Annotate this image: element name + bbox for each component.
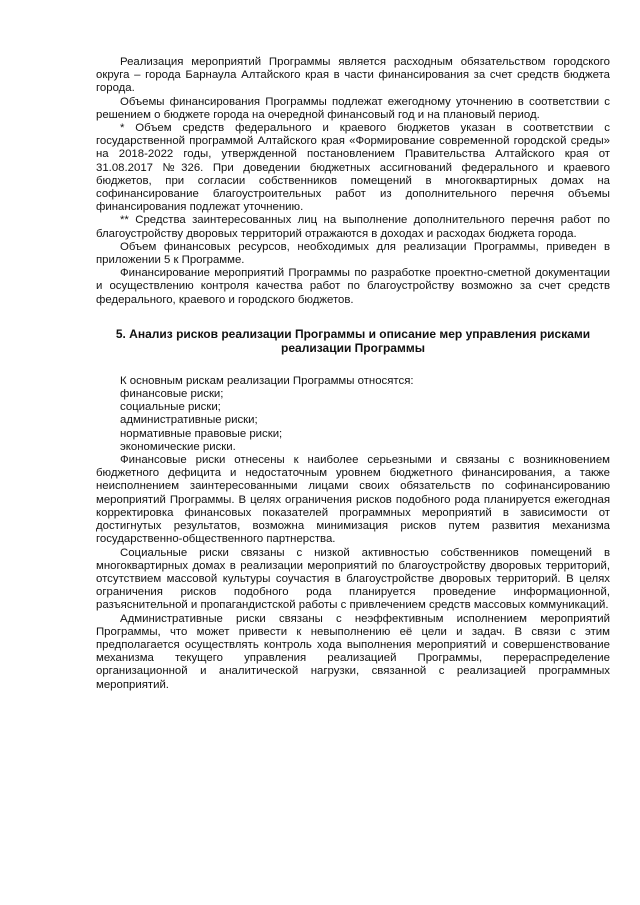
paragraph-footnote-interested-parties: ** Средства заинтересованных лиц на выполнение дополнительного перечня работ по благоустройству дворовых территорий отражаются в доходах и расходах бюджета города. (96, 214, 610, 240)
paragraph-footnote-federal-regional: * Объем средств федерального и краевого бюджетов указан в соответствии с государственной программой Алтайского края «Формирование современной городской среды» на 2018-2022 годы, утвержденной постановлением Правительства Алтайского края от 31.08.2017 №326. При доведении бюджетных ассигнований федерального и краевого бюджетов, при согласии собственников помещений в многоквартирных домах на софинансирование благоустроительных работ из дополнительного перечня объемы финансирования подлежат уточнению. (96, 122, 610, 214)
paragraph-financial-resources: Объем финансовых ресурсов, необходимых для реализации Программы, приведен в приложении 5 к Программе. (96, 240, 610, 267)
risks-list (96, 388, 610, 454)
list-item: финансовые риски; (120, 388, 224, 401)
section-heading-risks: 5. Анализ рисков реализации Программы и описание мер управления рисками реализации Программы (115, 326, 591, 355)
paragraph-design-financing: Финансирование мероприятий Программы по разработке проектно-сметной документации и осуществлению контроля качества работ по благоустройству возможно за счет средств федерального, краевого и городского бюджетов. (96, 267, 610, 306)
list-item: социальные риски; (120, 401, 221, 414)
paragraph-financial-risks: Финансовые риски отнесены к наиболее серьезными и связаны с возникновением бюджетного дефицита и недостаточным уровнем бюджетного финансирования, а также неисполнением заинтересованными лицами своих обязательств по софинансированию мероприятий Программы. В целях ограничения рисков подобного рода планируется ежегодная корректировка финансовых показателей программных мероприятий в зависимости от достигнутых результатов, возможна минимизация рисков путем развития механизма государственно-общественного партнерства. (96, 454, 610, 546)
paragraph-social-risks: Социальные риски связаны с низкой активностью собственников помещений в многоквартирных домах в реализации мероприятий по благоустройству дворовых территорий, отсутствием массовой культуры соучастия в благоустройстве дворовых территорий. В целях ограничения рисков подобного рода планируется проведение информационной, разъяснительной и пропагандистской работы с привлечением средств массовых коммуникаций. (96, 546, 610, 612)
paragraph-administrative-risks: Административные риски связаны с неэффективным исполнением мероприятий Программы, что может привести к невыполнению её цели и задач. В связи с этим предполагается осуществлять контроль хода выполнения мероприятий и совершенствование механизма текущего управления реализацией Программы, перераспределение организационной и аналитической нагрузки, связанной с реализацией программных мероприятий. (96, 612, 610, 691)
list-item: нормативные правовые риски; (120, 427, 283, 440)
document-page (96, 56, 610, 692)
paragraph-expenditure-obligation: Реализация мероприятий Программы является расходным обязательством городского округа – города Барнаула Алтайского края в части финансирования за счет средств бюджета города. (96, 56, 610, 95)
list-item: экономические риски. (120, 440, 236, 453)
risks-intro: К основным рискам реализации Программы относятся: (120, 374, 414, 387)
paragraph-funding-volumes: Объемы финансирования Программы подлежат ежегодному уточнению в соответствии с решением о бюджете города на очередной финансовый год и на плановый период. (96, 95, 610, 121)
list-item: административные риски; (120, 414, 258, 427)
